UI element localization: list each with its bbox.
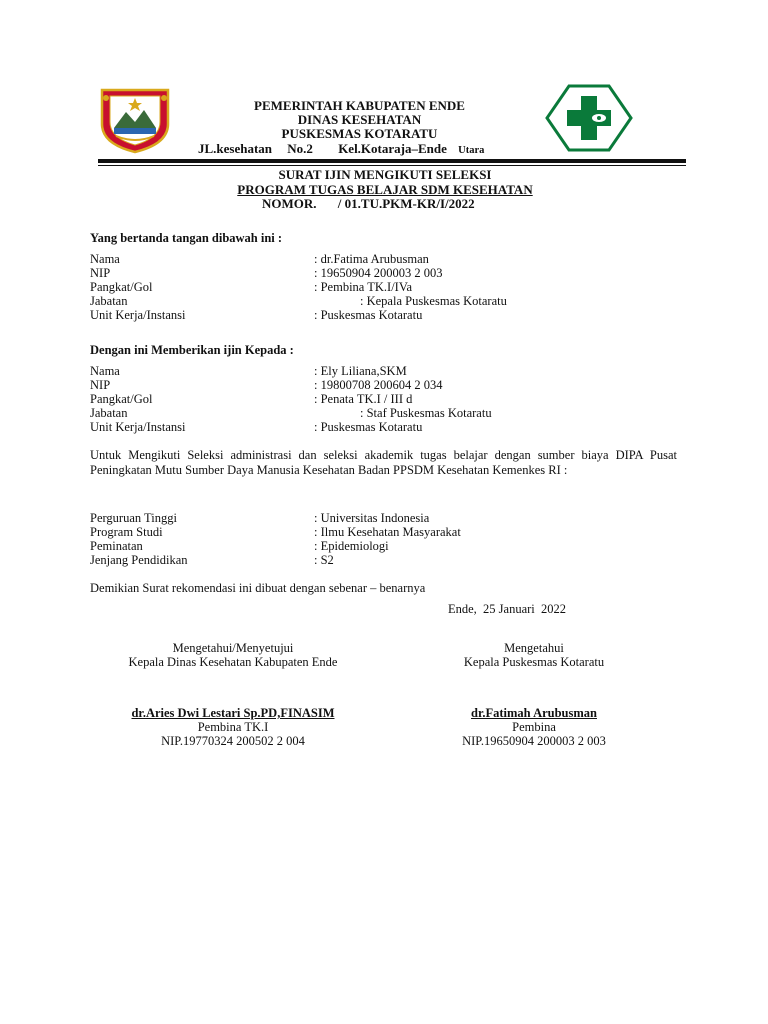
signer-name-row: [90, 252, 690, 266]
field-value: : Pembina TK.I/IVa: [314, 280, 413, 294]
letter-number: [262, 196, 475, 212]
grantee-nip-row: [90, 378, 690, 392]
signatory-nip: NIP.19650904 200003 2 003: [462, 734, 606, 748]
university-row: [90, 511, 690, 525]
field-value: : 19650904 200003 2 003: [314, 266, 443, 280]
field-label: Jabatan: [90, 294, 128, 308]
approval-label: Mengetahui: [504, 641, 564, 655]
address-kelurahan: Kel.Kotaraja–Ende: [338, 141, 447, 156]
signatory-name: dr.Aries Dwi Lestari Sp.PD,FINASIM: [131, 706, 335, 720]
education-level-row: [90, 553, 690, 567]
field-value: : Universitas Indonesia: [314, 511, 430, 525]
signer-rank-row: [90, 280, 690, 294]
field-label: NIP: [90, 378, 111, 392]
field-label: Unit Kerja/Instansi: [90, 420, 186, 434]
grantee-position-row: [90, 406, 690, 420]
field-label: Nama: [90, 252, 120, 266]
header-divider-thin: [98, 165, 686, 166]
field-label: Unit Kerja/Instansi: [90, 308, 186, 322]
signatory-name: dr.Fatimah Arubusman: [471, 706, 597, 720]
ende-regency-emblem: [96, 86, 174, 154]
signer-nip-row: [90, 266, 690, 280]
signature-block-right: [404, 641, 664, 669]
field-label: Pangkat/Gol: [90, 280, 153, 294]
grantee-unit-row: [90, 420, 690, 434]
field-value: : 19800708 200604 2 034: [314, 378, 443, 392]
signatory-right: [404, 706, 664, 748]
header-puskesmas: PUSKESMAS KOTARATU: [281, 126, 438, 141]
field-value: : S2: [314, 553, 334, 567]
signatory-rank: Pembina: [512, 720, 556, 734]
puskesmas-cross-logo: [545, 84, 633, 152]
header-address: [198, 141, 484, 157]
field-label: Perguruan Tinggi: [90, 511, 177, 525]
address-street: JL.kesehatan: [198, 141, 273, 156]
field-label: Peminatan: [90, 539, 143, 553]
signer-office: Kepala Puskesmas Kotaratu: [463, 655, 605, 669]
grantee-name-row: [90, 364, 690, 378]
field-label: Jabatan: [90, 406, 128, 420]
field-value: : Penata TK.I / III d: [314, 392, 413, 406]
number-value: / 01.TU.PKM-KR/I/2022: [337, 196, 475, 211]
section2-heading: Dengan ini Memberikan ijin Kepada :: [90, 343, 294, 357]
grantee-rank-row: [90, 392, 690, 406]
field-value: : Staf Puskesmas Kotaratu: [360, 406, 492, 420]
section1-heading: Yang bertanda tangan dibawah ini :: [90, 231, 283, 245]
closing-statement: Demikian Surat rekomendasi ini dibuat dengan sebenar – benarnya: [90, 581, 426, 595]
address-number: No.2: [287, 141, 313, 156]
header-government: PEMERINTAH KABUPATEN ENDE: [254, 98, 465, 113]
signature-block-left: [103, 641, 363, 669]
signer-office: Kepala Dinas Kesehatan Kabupaten Ende: [128, 655, 338, 669]
letter-title: SURAT IJIN MENGIKUTI SELEKSI: [278, 167, 492, 182]
specialization-row: [90, 539, 690, 553]
place-date: Ende, 25 Januari 2022: [448, 602, 567, 616]
signatory-left: [103, 706, 363, 748]
field-value: : Puskesmas Kotaratu: [314, 308, 423, 322]
field-value: : Puskesmas Kotaratu: [314, 420, 423, 434]
field-value: : Ilmu Kesehatan Masyarakat: [314, 525, 461, 539]
signatory-rank: Pembina TK.I: [197, 720, 269, 734]
study-program-row: [90, 525, 690, 539]
field-value: : dr.Fatima Arubusman: [314, 252, 429, 266]
field-value: : Epidemiologi: [314, 539, 389, 553]
address-suffix: Utara: [458, 145, 485, 156]
field-value: : Ely Liliana,SKM: [314, 364, 407, 378]
field-label: NIP: [90, 266, 111, 280]
field-value: : Kepala Puskesmas Kotaratu: [360, 294, 507, 308]
header-department: DINAS KESEHATAN: [297, 112, 422, 127]
signer-unit-row: [90, 308, 690, 322]
signatory-nip: NIP.19770324 200502 2 004: [161, 734, 305, 748]
signer-position-row: [90, 294, 690, 308]
letter-subtitle: PROGRAM TUGAS BELAJAR SDM KESEHATAN: [237, 182, 533, 197]
approval-label: Mengetahui/Menyetujui: [172, 641, 294, 655]
field-label: Program Studi: [90, 525, 163, 539]
header-divider-thick: [98, 159, 686, 163]
field-label: Pangkat/Gol: [90, 392, 153, 406]
field-label: Jenjang Pendidikan: [90, 553, 188, 567]
permission-paragraph: Untuk Mengikuti Seleksi administrasi dan seleksi akademik tugas belajar dengan sumber biaya DIPA Pusat Peningkatan Mutu Sumber Daya Manusia Kesehatan Badan PPSDM Kesehatan Kemenkes RI :: [90, 448, 677, 477]
field-label: Nama: [90, 364, 120, 378]
number-label: NOMOR.: [262, 196, 317, 211]
